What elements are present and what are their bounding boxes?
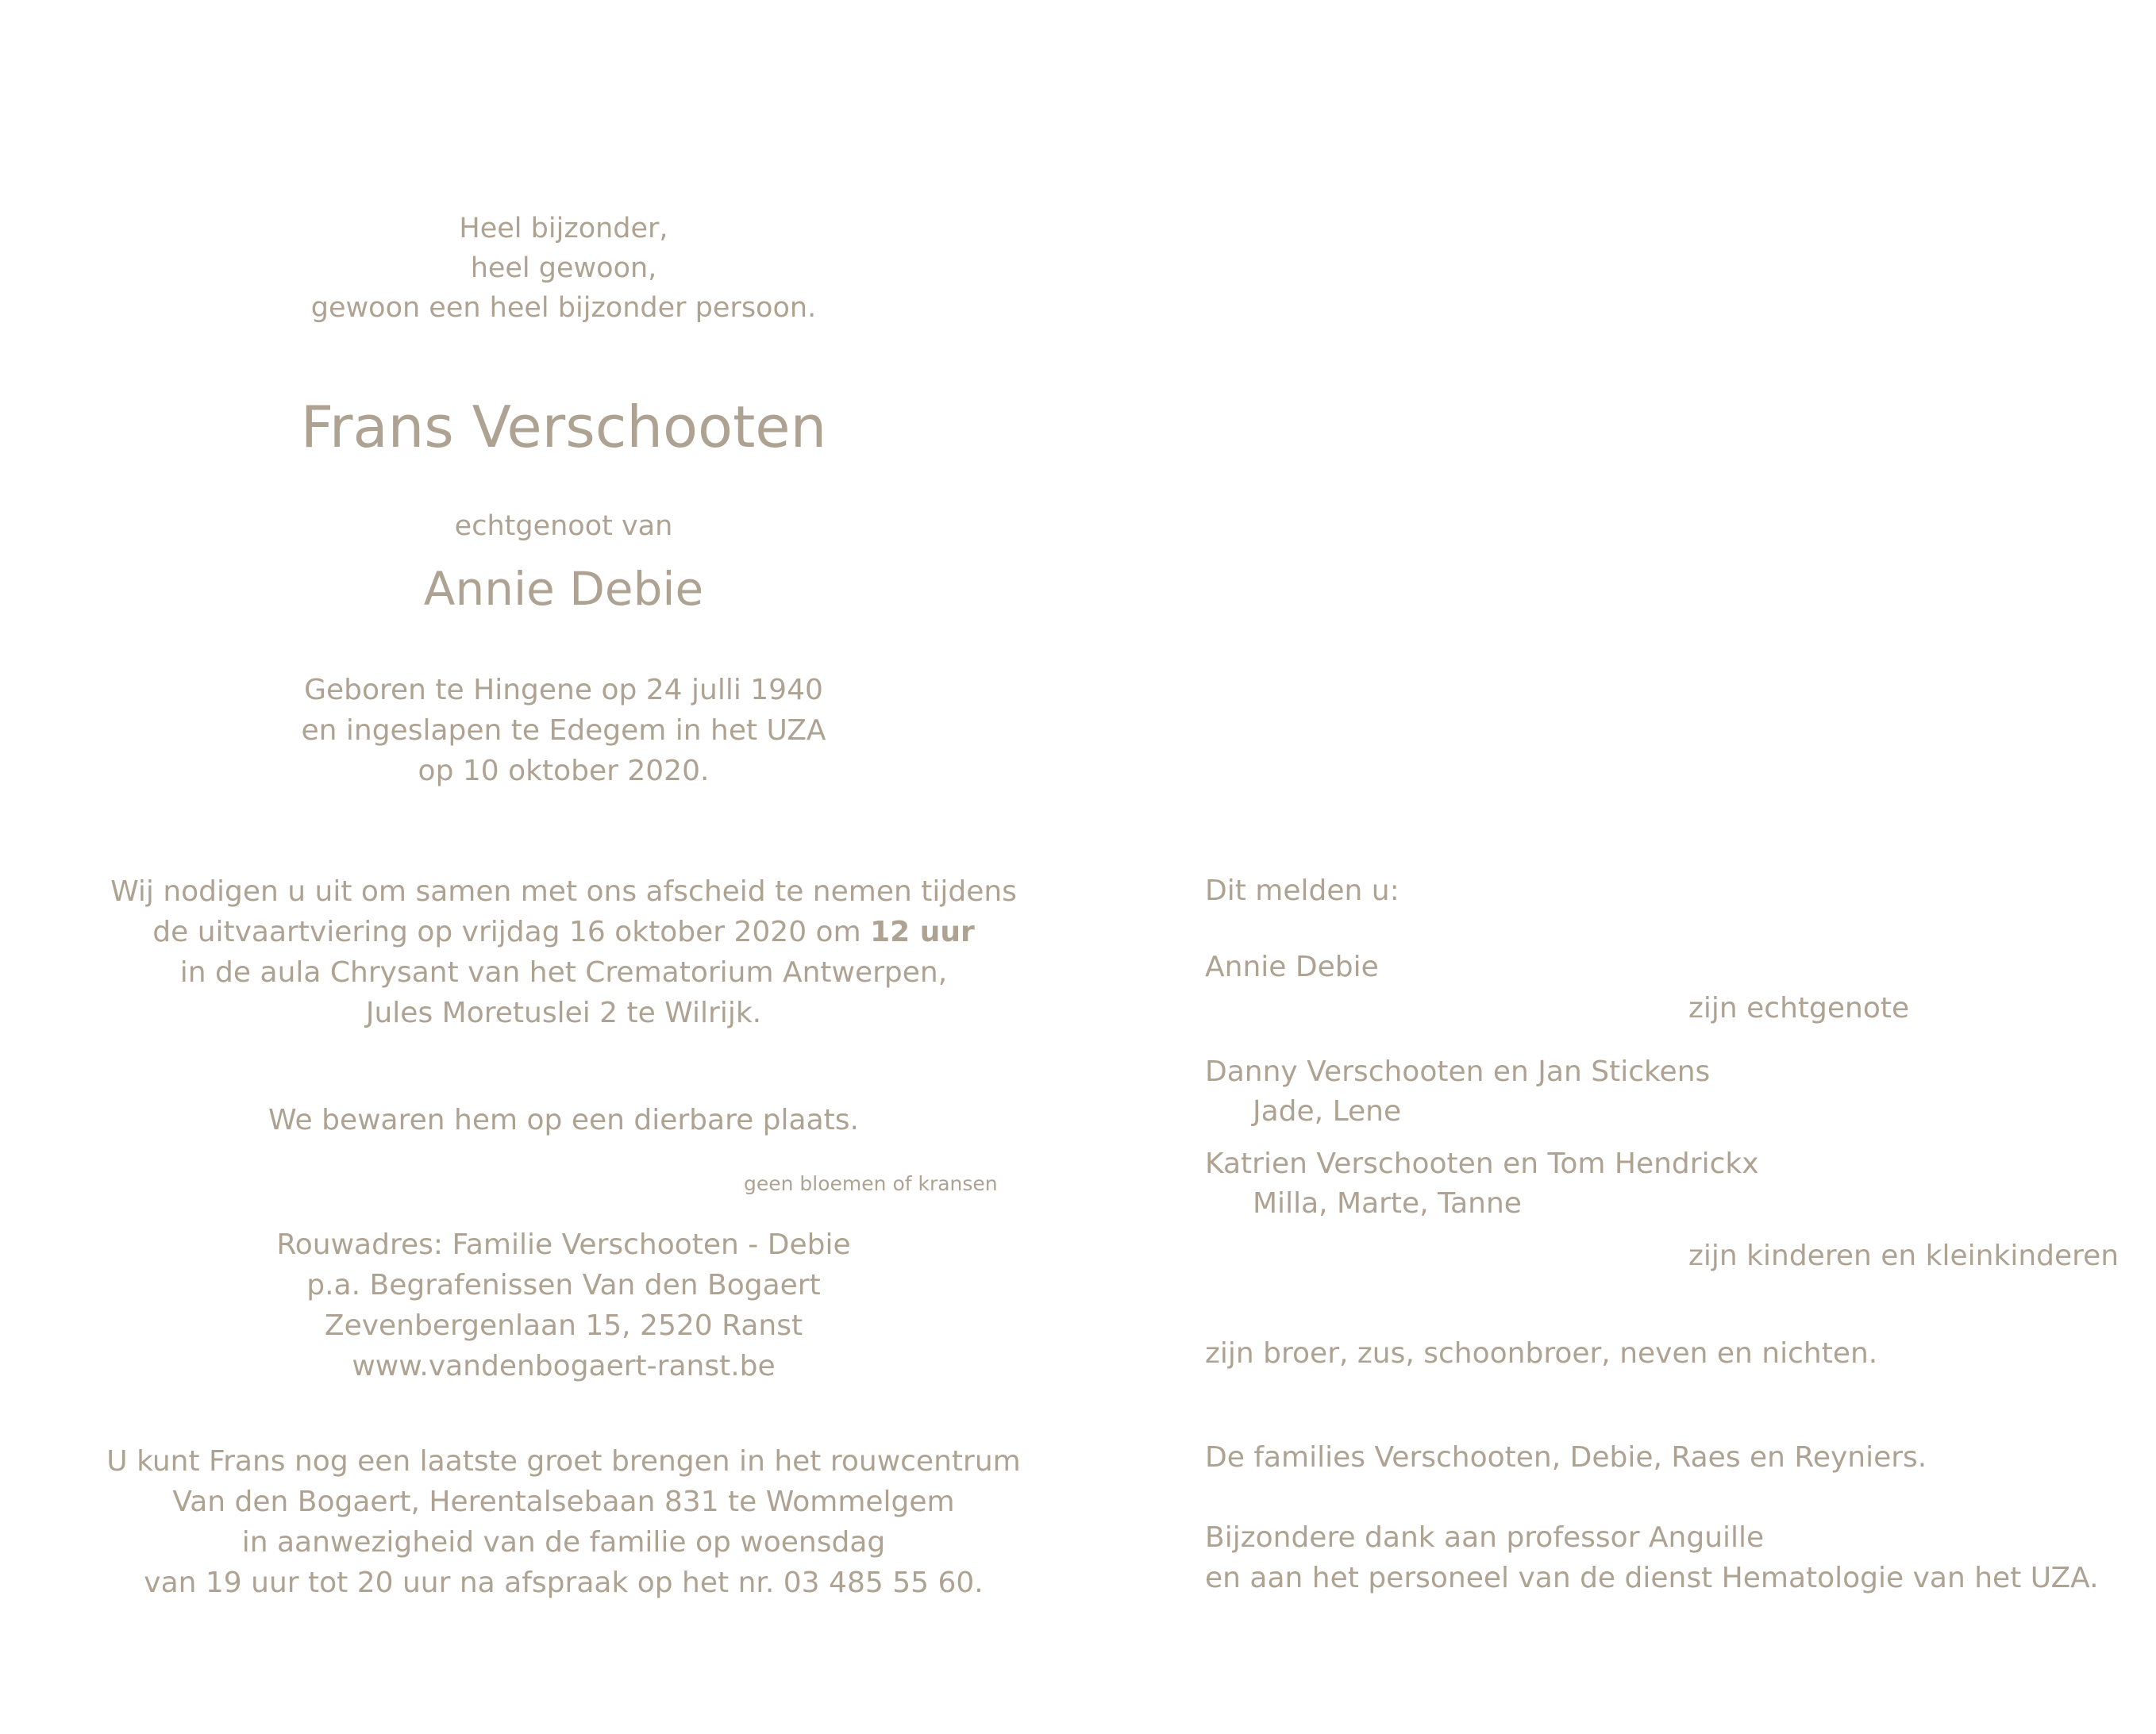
- announcer-grandchildren: Jade, Lene: [1253, 1095, 1402, 1128]
- announcer-grandchildren: Milla, Marte, Tanne: [1253, 1187, 1522, 1220]
- poem-line: gewoon een heel bijzonder persoon.: [310, 292, 817, 324]
- thanks: [1205, 1517, 2118, 1598]
- dates-line: op 10 oktober 2020.: [418, 755, 710, 787]
- poem: [87, 209, 1040, 328]
- dates-line: Geboren te Hingene op 24 julli 1940: [304, 674, 823, 706]
- announcers-intro: Dit melden u:: [1205, 875, 1399, 907]
- children-relation: zijn kinderen en kleinkinderen: [1688, 1240, 2119, 1272]
- life-dates: [87, 670, 1040, 791]
- address-line: Zevenbergenlaan 15, 2520 Ranst: [324, 1309, 803, 1342]
- invitation-line: Wij nodigen u uit om samen met ons afscheid te nemen tijdens: [110, 875, 1017, 908]
- mourning-address: [87, 1225, 1040, 1386]
- thanks-line: en aan het personeel van de dienst Hematologie van het UZA.: [1205, 1562, 2099, 1594]
- visit-line: van 19 uur tot 20 uur na afspraak op het nr. 03 485 55 60.: [144, 1567, 984, 1599]
- address-line: p.a. Begrafenissen Van den Bogaert: [306, 1269, 821, 1301]
- flowers-note: geen bloemen of kransen: [744, 1172, 998, 1195]
- invitation-line: [87, 912, 1040, 952]
- visit-line: in aanwezigheid van de familie op woensdag: [241, 1526, 886, 1559]
- announcer-spouse: Annie Debie: [1205, 951, 1379, 983]
- spouse-relation: zijn echtgenote: [1688, 992, 1910, 1025]
- memory-line: We bewaren hem op een dierbare plaats.: [268, 1104, 859, 1136]
- announcer-child: Katrien Verschooten en Tom Hendrickx: [1205, 1148, 1759, 1180]
- announcer-siblings: zijn broer, zus, schoonbroer, neven en nichten.: [1205, 1337, 1878, 1370]
- relation-label: echtgenoot van: [454, 510, 673, 542]
- dates-line: en ingeslapen te Edegem in het UZA: [301, 714, 826, 747]
- poem-line: heel gewoon,: [470, 252, 657, 284]
- invitation-line: Jules Moretuslei 2 te Wilrijk.: [365, 997, 762, 1029]
- invitation-text: de uitvaartviering op vrijdag 16 oktober 2020 om: [152, 916, 871, 948]
- ceremony-time: 12 uur: [870, 916, 975, 948]
- announcer-child: Danny Verschooten en Jan Stickens: [1205, 1055, 1711, 1088]
- address-line: Rouwadres: Familie Verschooten - Debie: [276, 1228, 851, 1261]
- deceased-name: Frans Verschooten: [300, 394, 827, 460]
- thanks-line: Bijzondere dank aan professor Anguille: [1205, 1521, 1765, 1554]
- visitation-info: [87, 1441, 1040, 1603]
- invitation-line: in de aula Chrysant van het Crematorium Antwerpen,: [179, 956, 948, 989]
- website-link: www.vandenbogaert-ranst.be: [352, 1350, 776, 1382]
- visit-line: U kunt Frans nog een laatste groet brengen in het rouwcentrum: [106, 1445, 1021, 1478]
- poem-line: Heel bijzonder,: [459, 213, 668, 244]
- visit-line: Van den Bogaert, Herentalsebaan 831 te Wommelgem: [172, 1486, 955, 1518]
- funeral-invitation: [87, 871, 1040, 1033]
- announcer-families: De families Verschooten, Debie, Raes en Reyniers.: [1205, 1441, 1927, 1474]
- spouse-name: Annie Debie: [423, 562, 704, 616]
